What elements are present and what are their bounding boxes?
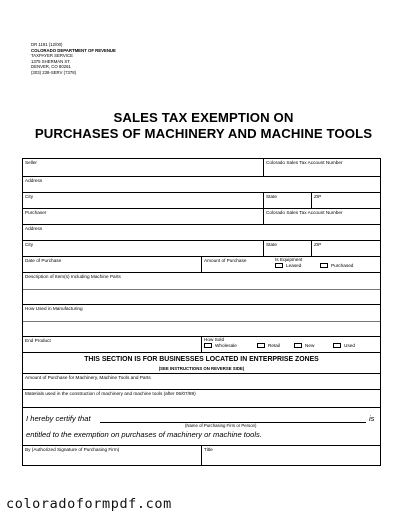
city2-row: [23, 240, 380, 256]
purchaser-label: Purchaser: [25, 210, 47, 215]
state2-field[interactable]: [263, 241, 311, 256]
city1-row: [23, 192, 380, 208]
street-address: 1375 SHERMAN ST.: [31, 58, 71, 64]
purchaser-field[interactable]: [23, 209, 263, 224]
how-sold-field: [201, 337, 380, 352]
retail-checkbox[interactable]: [257, 343, 265, 348]
leased-checkbox[interactable]: [275, 263, 283, 268]
description-writing-line: [23, 289, 380, 290]
amount-of-purchase-label: Amount of Purchase: [204, 258, 247, 263]
city2-label: City: [25, 242, 34, 247]
purchaser-name-caption: (Name of Purchasing Firm or Person): [185, 423, 257, 428]
enterprise-amount-label: Amount of Purchase for Machinery, Machine Tools and Parts: [25, 375, 151, 380]
signature-row: [23, 445, 380, 466]
purchased-checkbox[interactable]: [320, 263, 328, 268]
phone-number: (303) 238-SERV (7378): [31, 69, 77, 75]
zip1-label: ZIP: [314, 194, 322, 199]
new-label: New: [305, 343, 315, 348]
zip2-label: ZIP: [314, 242, 322, 247]
end-product-row: [23, 336, 380, 352]
leased-option[interactable]: [275, 263, 301, 269]
how-used-label: How Used in Manufacturing: [25, 306, 83, 311]
retail-label: Retail: [268, 343, 280, 348]
state2-label: State: [266, 242, 277, 247]
enterprise-materials-label: Materials used in the construction of machinery and machine tools (after 06/07/89): [25, 391, 196, 396]
how-sold-label: How Sold: [204, 337, 225, 342]
department-name: COLORADO DEPARTMENT OF REVENUE: [31, 47, 116, 53]
enterprise-section-title: THIS SECTION IS FOR BUSINESSES LOCATED IN ENTERPRISE ZONES: [84, 356, 319, 363]
description-row: [23, 272, 380, 304]
is-equipment-label: Is Equipment: [275, 257, 303, 262]
title-field[interactable]: [201, 446, 380, 466]
used-option[interactable]: [333, 343, 355, 349]
seller-row: [23, 159, 380, 176]
enterprise-section-header: [23, 352, 380, 373]
address2-field[interactable]: [23, 225, 380, 240]
wholesale-option[interactable]: [204, 343, 237, 349]
city-address: DENVER, CO 80261: [31, 64, 71, 70]
form-title-line2: PURCHASES OF MACHINERY AND MACHINE TOOLS: [34, 126, 373, 141]
end-product-label: End Product: [25, 338, 51, 343]
enterprise-section-subtitle: (SEE INSTRUCTIONS ON REVERSE SIDE): [158, 366, 245, 371]
used-checkbox[interactable]: [333, 343, 341, 348]
end-product-field[interactable]: [23, 337, 201, 352]
seller-account-label: Colorado Sales Tax Account Number: [266, 160, 343, 165]
address1-row: [23, 176, 380, 192]
amount-of-purchase-field[interactable]: [201, 257, 271, 272]
wholesale-checkbox[interactable]: [204, 343, 212, 348]
certify-prefix: I hereby certify that: [26, 414, 91, 423]
certify-suffix: is: [369, 414, 375, 423]
state1-label: State: [266, 194, 277, 199]
purchaser-row: [23, 208, 380, 224]
address2-label: Address: [25, 226, 43, 231]
date-of-purchase-label: Date of Purchase: [25, 258, 62, 263]
city1-label: City: [25, 194, 34, 199]
form-number: DR 1191 (12/00): [31, 42, 63, 47]
zip1-field[interactable]: [311, 193, 380, 208]
description-label: Description of Item(s) Including Machine Parts: [25, 274, 121, 279]
purchaser-account-field[interactable]: [263, 209, 380, 224]
zip2-field[interactable]: [311, 241, 380, 256]
certification-block: [23, 407, 380, 445]
new-checkbox[interactable]: [294, 343, 302, 348]
enterprise-materials-row: [23, 389, 380, 407]
service-name: TAXPAYER SERVICE: [31, 53, 73, 59]
enterprise-materials-field[interactable]: [23, 390, 380, 407]
retail-option[interactable]: [257, 343, 280, 349]
seller-label: Seller: [25, 160, 37, 165]
state1-field[interactable]: [263, 193, 311, 208]
title-label: Title: [204, 447, 213, 452]
agency-header: [31, 42, 116, 76]
how-used-writing-line: [23, 321, 380, 322]
purchaser-account-label: Colorado Sales Tax Account Number: [266, 210, 343, 215]
new-option[interactable]: [294, 343, 314, 349]
used-label: Used: [344, 343, 355, 348]
city2-field[interactable]: [23, 241, 263, 256]
purchased-option[interactable]: [320, 263, 353, 269]
address1-label: Address: [25, 178, 43, 183]
certify-line2: entitled to the exemption on purchases of machinery or machine tools.: [26, 430, 262, 439]
watermark-text: coloradoformpdf.com: [6, 496, 172, 512]
signature-field[interactable]: [23, 446, 201, 466]
exemption-form: [22, 158, 381, 466]
date-of-purchase-field[interactable]: [23, 257, 201, 272]
city1-field[interactable]: [23, 193, 263, 208]
equipment-field: [271, 257, 380, 272]
how-used-row: [23, 304, 380, 336]
seller-field[interactable]: [23, 159, 263, 176]
purchased-label: Purchased: [331, 263, 354, 268]
address1-field[interactable]: [23, 177, 380, 192]
leased-label: Leased: [286, 263, 302, 268]
enterprise-amount-field[interactable]: [23, 374, 380, 389]
enterprise-amount-row: [23, 373, 380, 389]
address2-row: [23, 224, 380, 240]
purchase-row: [23, 256, 380, 272]
form-title-line1: SALES TAX EXEMPTION ON: [113, 110, 294, 125]
seller-account-field[interactable]: [263, 159, 380, 176]
wholesale-label: Wholesale: [215, 343, 237, 348]
signature-label: By (Authorized Signature of Purchasing Firm): [25, 447, 120, 452]
